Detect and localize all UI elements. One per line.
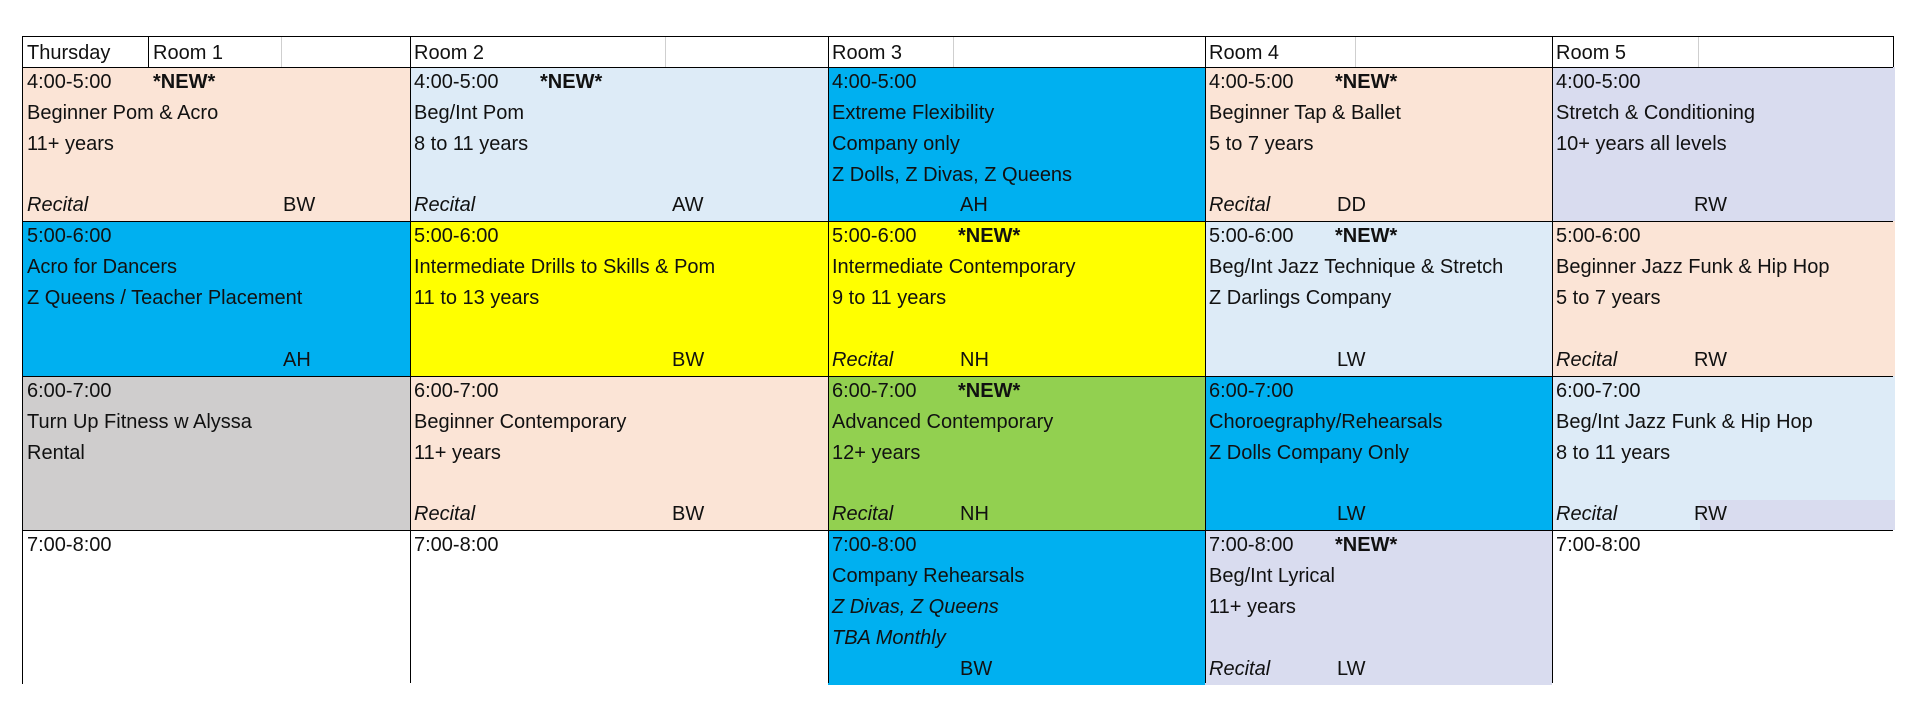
class-cell [23,376,410,530]
instructor-initials: BW [283,194,316,216]
recital-label: Recital [1556,349,1618,371]
header-divider [281,37,282,67]
class-name: Beg/Int Pom [414,102,525,124]
header-divider [148,37,149,67]
instructor-initials: BW [672,349,705,371]
class-cell [410,376,828,530]
class-detail: Company only [832,133,960,155]
class-name: Beginner Pom & Acro [27,102,219,124]
class-name: Beg/Int Lyrical [1209,565,1335,587]
class-detail: 11 to 13 years [414,287,540,309]
class-name: Intermediate Drills to Skills & Pom [414,256,716,278]
class-cell [828,530,1205,685]
class-time: 7:00-8:00 [1556,534,1641,556]
new-badge: *NEW* [958,380,1021,402]
class-cell [1205,221,1552,376]
header-divider [1355,37,1356,67]
header-room-4: Room 4 [1209,42,1280,64]
instructor-initials: AH [960,194,988,216]
class-detail: 11+ years [414,442,501,464]
header-room-2: Room 2 [414,42,485,64]
class-cell [828,221,1205,376]
instructor-initials: RW [1694,349,1727,371]
class-cell [23,221,410,376]
recital-label: Recital [414,194,476,216]
class-cell [410,221,828,376]
class-name: Advanced Contemporary [832,411,1054,433]
class-name: Beginner Tap & Ballet [1209,102,1401,124]
instructor-initials: AH [283,349,311,371]
class-detail: 8 to 11 years [1556,442,1671,464]
cell-shade-strip [1700,500,1895,530]
column-divider [828,37,829,683]
header-divider [1698,37,1699,67]
class-detail: Z Dolls Company Only [1209,442,1410,464]
recital-label: Recital [1209,658,1271,680]
class-name: Acro for Dancers [27,256,178,278]
class-detail: 8 to 11 years [414,133,529,155]
header-room-3: Room 3 [832,42,903,64]
class-name: Beg/Int Jazz Technique & Stretch [1209,256,1504,278]
column-divider [1552,37,1553,683]
class-time: 5:00-6:00 [832,225,917,247]
class-detail: 5 to 7 years [1556,287,1661,309]
class-time: 6:00-7:00 [1556,380,1641,402]
class-detail: 5 to 7 years [1209,133,1314,155]
class-cell [1205,530,1552,685]
new-badge: *NEW* [540,71,603,93]
recital-label: Recital [1556,503,1618,525]
class-cell [23,530,410,685]
column-divider [1205,37,1206,683]
class-time: 5:00-6:00 [27,225,112,247]
instructor-initials: BW [672,503,705,525]
recital-label: Recital [832,349,894,371]
instructor-initials: RW [1694,194,1727,216]
class-detail: 11+ years [27,133,114,155]
recital-label: Recital [832,503,894,525]
class-time: 6:00-7:00 [27,380,112,402]
schedule-table [22,36,1894,684]
class-cell [410,67,828,221]
header-room-1: Room 1 [153,42,224,64]
row-divider [23,376,1893,377]
class-cell [23,67,410,221]
class-time: 7:00-8:00 [414,534,499,556]
class-time: 6:00-7:00 [832,380,917,402]
class-name: Company Rehearsals [832,565,1025,587]
class-time: 5:00-6:00 [414,225,499,247]
class-cell [1552,530,1895,685]
column-divider [410,37,411,683]
recital-label: Recital [27,194,89,216]
class-detail: 9 to 11 years [832,287,947,309]
class-time: 6:00-7:00 [1209,380,1294,402]
instructor-initials: RW [1694,503,1727,525]
new-badge: *NEW* [153,71,216,93]
class-cell [1552,67,1895,221]
class-detail: Z Darlings Company [1209,287,1392,309]
row-divider [23,67,1893,68]
class-cell [1552,221,1895,376]
new-badge: *NEW* [958,225,1021,247]
class-detail: TBA Monthly [832,627,946,649]
class-detail: Rental [27,442,85,464]
instructor-initials: AW [672,194,704,216]
instructor-initials: LW [1337,658,1366,680]
class-cell [1552,376,1895,530]
class-time: 7:00-8:00 [1209,534,1294,556]
instructor-initials: DD [1337,194,1366,216]
header-divider [665,37,666,67]
class-name: Stretch & Conditioning [1556,102,1756,124]
recital-label: Recital [1209,194,1271,216]
header-room-5: Room 5 [1556,42,1627,64]
class-detail: Z Dolls, Z Divas, Z Queens [832,164,1073,186]
class-cell [1205,376,1552,530]
class-time: 7:00-8:00 [832,534,917,556]
class-time: 4:00-5:00 [1556,71,1641,93]
class-time: 6:00-7:00 [414,380,499,402]
class-detail: Z Queens / Teacher Placement [27,287,303,309]
instructor-initials: NH [960,503,989,525]
class-time: 7:00-8:00 [27,534,112,556]
row-divider [23,530,1893,531]
new-badge: *NEW* [1335,225,1398,247]
class-cell [1205,67,1552,221]
row-divider [23,221,1893,222]
class-time: 5:00-6:00 [1209,225,1294,247]
class-name: Turn Up Fitness w Alyssa [27,411,252,433]
recital-label: Recital [414,503,476,525]
instructor-initials: NH [960,349,989,371]
class-detail: 11+ years [1209,596,1296,618]
class-detail: 12+ years [832,442,921,464]
class-name: Beginner Contemporary [414,411,627,433]
class-name: Beg/Int Jazz Funk & Hip Hop [1556,411,1813,433]
class-time: 4:00-5:00 [414,71,499,93]
class-cell [410,530,828,685]
class-time: 4:00-5:00 [27,71,112,93]
instructor-initials: BW [960,658,993,680]
instructor-initials: LW [1337,349,1366,371]
class-name: Intermediate Contemporary [832,256,1076,278]
class-detail: 10+ years all levels [1556,133,1727,155]
class-cell [828,376,1205,530]
class-time: 5:00-6:00 [1556,225,1641,247]
class-name: Choroegraphy/Rehearsals [1209,411,1443,433]
new-badge: *NEW* [1335,534,1398,556]
new-badge: *NEW* [1335,71,1398,93]
header-day: Thursday [27,42,111,64]
class-time: 4:00-5:00 [832,71,917,93]
class-cell [828,67,1205,221]
header-divider [953,37,954,67]
instructor-initials: LW [1337,503,1366,525]
class-name: Extreme Flexibility [832,102,995,124]
class-time: 4:00-5:00 [1209,71,1294,93]
class-detail: Z Divas, Z Queens [832,596,999,618]
class-name: Beginner Jazz Funk & Hip Hop [1556,256,1830,278]
